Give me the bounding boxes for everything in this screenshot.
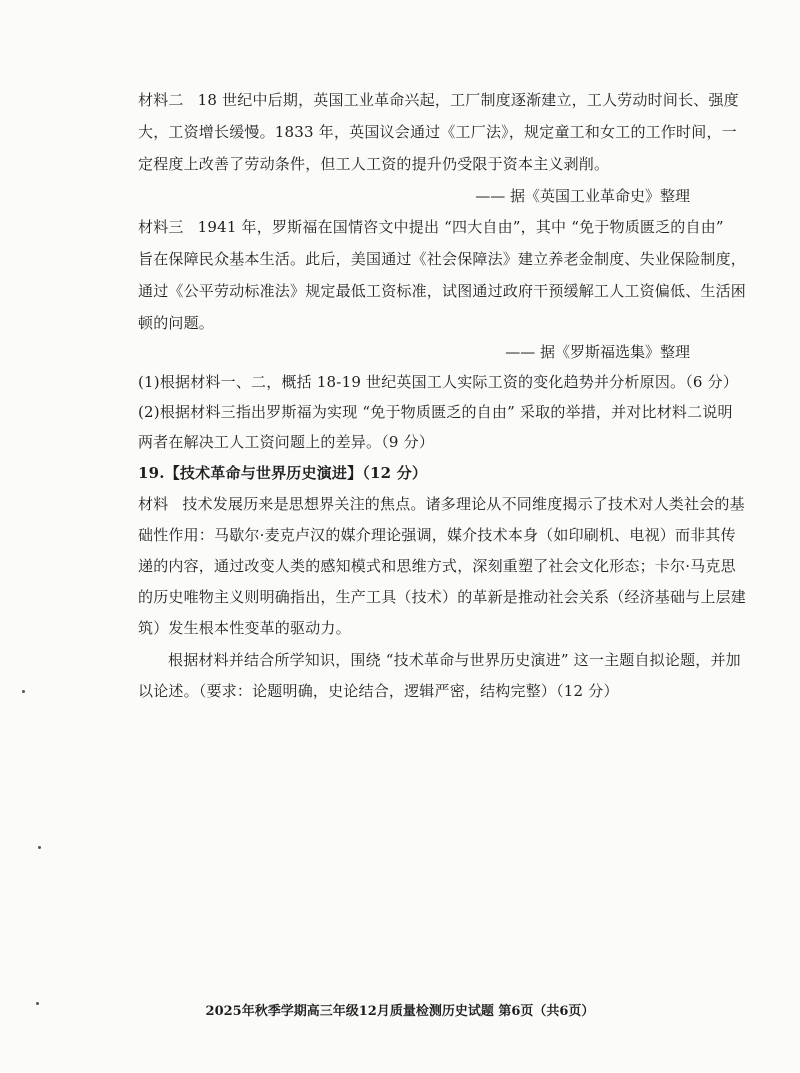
q19-material-line-2: 础性作用：马歇尔·麦克卢汉的媒介理论强调，媒介技术本身（如印刷机、电视）而非其传 [138, 526, 736, 544]
q19-material-label: 材料 [138, 495, 169, 513]
scan-speck [22, 690, 25, 693]
material2-text-1: 18 世纪中后期，英国工业革命兴起，工厂制度逐渐建立，工人劳动时间长、强度 [197, 91, 739, 109]
q19-task-line-1: 根据材料并结合所学知识，围绕 “技术革命与世界历史演进” 这一主题自拟论题，并加 [168, 651, 741, 669]
material2-line-3: 定程度上改善了劳动条件，但工人工资的提升仍受限于资本主义剥削。 [138, 155, 610, 173]
material2-line-1 [138, 90, 739, 110]
q19-material-text-1: 技术发展历来是思想界关注的焦点。诸多理论从不同维度揭示了技术对人类社会的基 [182, 495, 745, 513]
q19-material-line-5: 筑）发生根本性变革的驱动力。 [138, 619, 351, 637]
q19-material-line-1 [138, 494, 745, 514]
q19-heading: 19.【技术革命与世界历史演进】（12 分） [138, 464, 428, 482]
material3-label: 材料三 [138, 218, 184, 236]
page-footer: 2025年秋季学期高三年级12月质量检测历史试题 第6页（共6页） [205, 1004, 595, 1019]
material3-line-1 [138, 217, 724, 237]
scan-speck [38, 846, 41, 849]
material2-label: 材料二 [138, 91, 184, 109]
material2-source: —— 据《英国工业革命史》整理 [475, 187, 690, 205]
q19-task-line-2: 以论述。（要求：论题明确，史论结合，逻辑严密，结构完整）（12 分） [138, 682, 619, 700]
q19-material-line-4: 的历史唯物主义则明确指出，生产工具（技术）的革新是推动社会关系（经济基础与上层建 [138, 588, 747, 606]
material2-line-2: 大，工资增长缓慢。1833 年，英国议会通过《工厂法》，规定童工和女工的工作时间，一 [138, 123, 737, 141]
scan-speck [36, 1002, 39, 1005]
material3-text-1: 1941 年，罗斯福在国情咨文中提出 “四大自由”，其中 “免于物质匮乏的自由” [197, 218, 724, 236]
material3-line-2: 旨在保障民众基本生活。此后，美国通过《社会保障法》建立养老金制度、失业保险制度， [138, 250, 747, 268]
material3-source: —— 据《罗斯福选集》整理 [505, 343, 690, 361]
q18-sub1: (1)根据材料一、二，概括 18-19 世纪英国工人实际工资的变化趋势并分析原因。（6 分） [138, 373, 739, 391]
material3-line-4: 顿的问题。 [138, 314, 215, 332]
q18-sub2-line-2: 两者在解决工人工资问题上的差异。（9 分） [138, 433, 435, 451]
q18-sub2-line-1: (2)根据材料三指出罗斯福为实现 “免于物质匮乏的自由” 采取的举措，并对比材料二说明 [138, 403, 733, 421]
material3-line-3: 通过《公平劳动标准法》规定最低工资标准，试图通过政府干预缓解工人工资偏低、生活困 [138, 282, 747, 300]
q19-material-line-3: 递的内容，通过改变人类的感知模式和思维方式，深刻重塑了社会文化形态；卡尔·马克思 [138, 557, 736, 575]
